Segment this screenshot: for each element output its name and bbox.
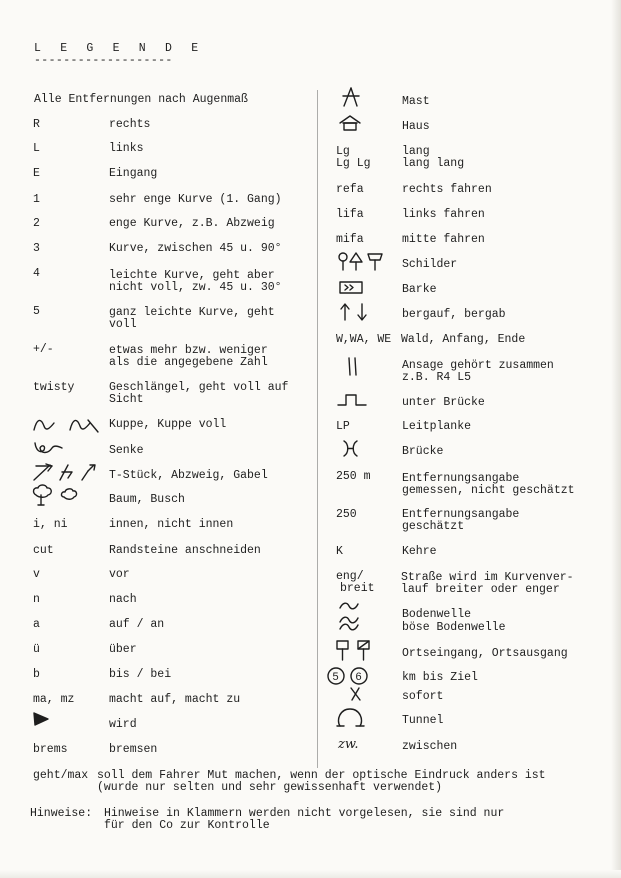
left-key: n (33, 593, 40, 606)
left-key: +/- (33, 343, 54, 356)
right-value: böse Bodenwelle (402, 621, 506, 634)
km-circle-6: 6 (355, 671, 362, 683)
left-key: E (33, 167, 40, 180)
left-value: bremsen (109, 743, 158, 756)
left-key: 1 (33, 193, 40, 206)
junction-icon (32, 462, 104, 482)
right-value: Wald, Anfang, Ende (401, 333, 526, 346)
left-value: sehr enge Kurve (1. Gang) (109, 193, 282, 206)
left-value: ganz leichte Kurve, geht (109, 306, 275, 319)
column-divider (317, 90, 318, 768)
left-value: Baum, Busch (109, 493, 185, 506)
left-value: macht auf, macht zu (109, 693, 241, 706)
paper-edge-shadow (611, 0, 621, 878)
right-value: Bodenwelle (402, 608, 472, 621)
right-key-line2: Lg Lg (336, 157, 371, 170)
left-key: twisty (33, 381, 75, 394)
bridge-icon (341, 439, 361, 459)
right-key: K (336, 545, 343, 558)
left-value: Eingang (109, 167, 158, 180)
right-value: Straße wird im Kurvenver- (401, 571, 574, 584)
up-down-arrows-icon (338, 302, 372, 322)
under-bridge-icon (336, 392, 370, 408)
bottom-value-line2: für den Co zur Kontrolle (104, 819, 270, 832)
left-key: cut (33, 544, 54, 557)
left-value: rechts (109, 118, 151, 131)
right-value: links fahren (402, 208, 485, 221)
right-key: refa (336, 183, 364, 196)
right-key: 250 (336, 508, 357, 521)
cross-icon (348, 686, 364, 702)
town-sign-icon (334, 638, 376, 664)
left-key: v (33, 568, 40, 581)
right-value: zwischen (402, 740, 458, 753)
left-value: auf / an (109, 618, 165, 631)
bump-icon (338, 600, 360, 612)
right-value-line2: gemessen, nicht geschätzt (402, 484, 575, 497)
right-value: Barke (402, 283, 437, 296)
left-value: nach (109, 593, 137, 606)
left-value-line2: voll (109, 318, 137, 331)
left-key: i, ni (33, 518, 68, 531)
left-value-line2: nicht voll, zw. 45 u. 30° (109, 281, 282, 294)
becomes-icon (32, 711, 52, 727)
right-value-line2: geschätzt (402, 520, 465, 533)
right-value: Ansage gehört zusammen (402, 359, 554, 372)
left-value: links (109, 142, 144, 155)
signs-icon (336, 250, 392, 272)
right-value: Haus (402, 120, 430, 133)
zw-icon (336, 734, 376, 752)
left-key: L (33, 142, 40, 155)
house-icon (338, 114, 362, 132)
right-value: Brücke (402, 445, 444, 458)
left-value: Randsteine anschneiden (109, 544, 261, 557)
right-value: Tunnel (402, 714, 444, 727)
right-value: mitte fahren (402, 233, 485, 246)
right-value-line2: lang lang (402, 157, 465, 170)
bottom-value: soll dem Fahrer Mut machen, wenn der optische Eindruck anders ist (97, 769, 546, 782)
right-key: 250 m (336, 470, 371, 483)
barrier-icon (338, 280, 366, 296)
right-value: lang (402, 145, 430, 158)
left-key: 4 (33, 267, 40, 280)
zw-mark: zw. (338, 737, 359, 752)
right-key: LP (336, 420, 350, 433)
left-value-line2: als die angegebene Zahl (109, 356, 268, 369)
left-value: T-Stück, Abzweig, Gabel (109, 469, 268, 482)
right-key: Lg (336, 145, 350, 158)
left-value: über (109, 643, 137, 656)
right-value: Entfernungsangabe (402, 472, 520, 485)
left-key: R (33, 118, 40, 131)
right-value-line2: z.B. R4 L5 (402, 371, 472, 384)
bottom-value: Hinweise in Klammern werden nicht vorgelesen, sie sind nur (104, 807, 505, 820)
page-title: L E G E N D E (34, 42, 205, 55)
left-value: wird (109, 718, 137, 731)
left-key: 2 (33, 217, 40, 230)
right-value: sofort (402, 690, 444, 703)
right-value-line2: lauf breiter oder enger (401, 583, 560, 596)
mast-icon (340, 86, 362, 108)
left-value: Kuppe, Kuppe voll (109, 418, 227, 431)
right-value: Kehre (402, 545, 437, 558)
right-value: Ortseingang, Ortsausgang (402, 647, 568, 660)
left-key: b (33, 668, 40, 681)
right-value: bergauf, bergab (402, 308, 506, 321)
right-key: W,WA, WE (336, 333, 392, 346)
left-value: vor (109, 568, 130, 581)
km-circles-icon (326, 666, 376, 688)
left-value: Geschlängel, geht voll auf (109, 381, 289, 394)
crest-icon (32, 416, 104, 434)
right-value: Leitplanke (402, 420, 472, 433)
bad-bump-icon (338, 615, 360, 633)
intro-text: Alle Entfernungen nach Augenmaß (34, 93, 248, 106)
left-value: leichte Kurve, geht aber (109, 269, 275, 282)
left-key: ü (33, 643, 40, 656)
right-key: lifa (336, 208, 364, 221)
tree-bush-icon (30, 483, 90, 507)
left-key: a (33, 618, 40, 631)
bottom-value-line2: (wurde nur selten und sehr gewissenhaft verwendet) (97, 781, 443, 794)
left-value: enge Kurve, z.B. Abzweig (109, 217, 275, 230)
paper-bottom-shadow (0, 870, 621, 878)
left-key: 5 (33, 305, 40, 318)
right-value: Entfernungsangabe (402, 508, 520, 521)
left-value-line2: Sicht (109, 393, 144, 406)
double-bar-icon (345, 356, 361, 378)
bottom-key: geht/max (33, 769, 89, 782)
right-value: rechts fahren (402, 183, 492, 196)
left-key: 3 (33, 242, 40, 255)
right-key: eng/ (336, 570, 364, 583)
right-key-line2: breit (340, 582, 375, 595)
bottom-key: Hinweise: (30, 807, 93, 820)
dip-icon (32, 440, 72, 458)
left-value: bis / bei (109, 668, 172, 681)
right-value: Mast (402, 95, 430, 108)
right-value: Schilder (402, 258, 458, 271)
left-value: Senke (109, 444, 144, 457)
right-value: unter Brücke (402, 396, 485, 409)
left-value: innen, nicht innen (109, 518, 234, 531)
right-value: km bis Ziel (402, 671, 478, 684)
left-value: etwas mehr bzw. weniger (109, 344, 268, 357)
left-value: Kurve, zwischen 45 u. 90° (109, 242, 282, 255)
left-key: brems (33, 743, 68, 756)
km-circle-5: 5 (332, 671, 339, 683)
title-underline: ------------------- (34, 54, 173, 67)
tunnel-icon (336, 706, 366, 728)
left-key: ma, mz (33, 693, 75, 706)
right-key: mifa (336, 233, 364, 246)
